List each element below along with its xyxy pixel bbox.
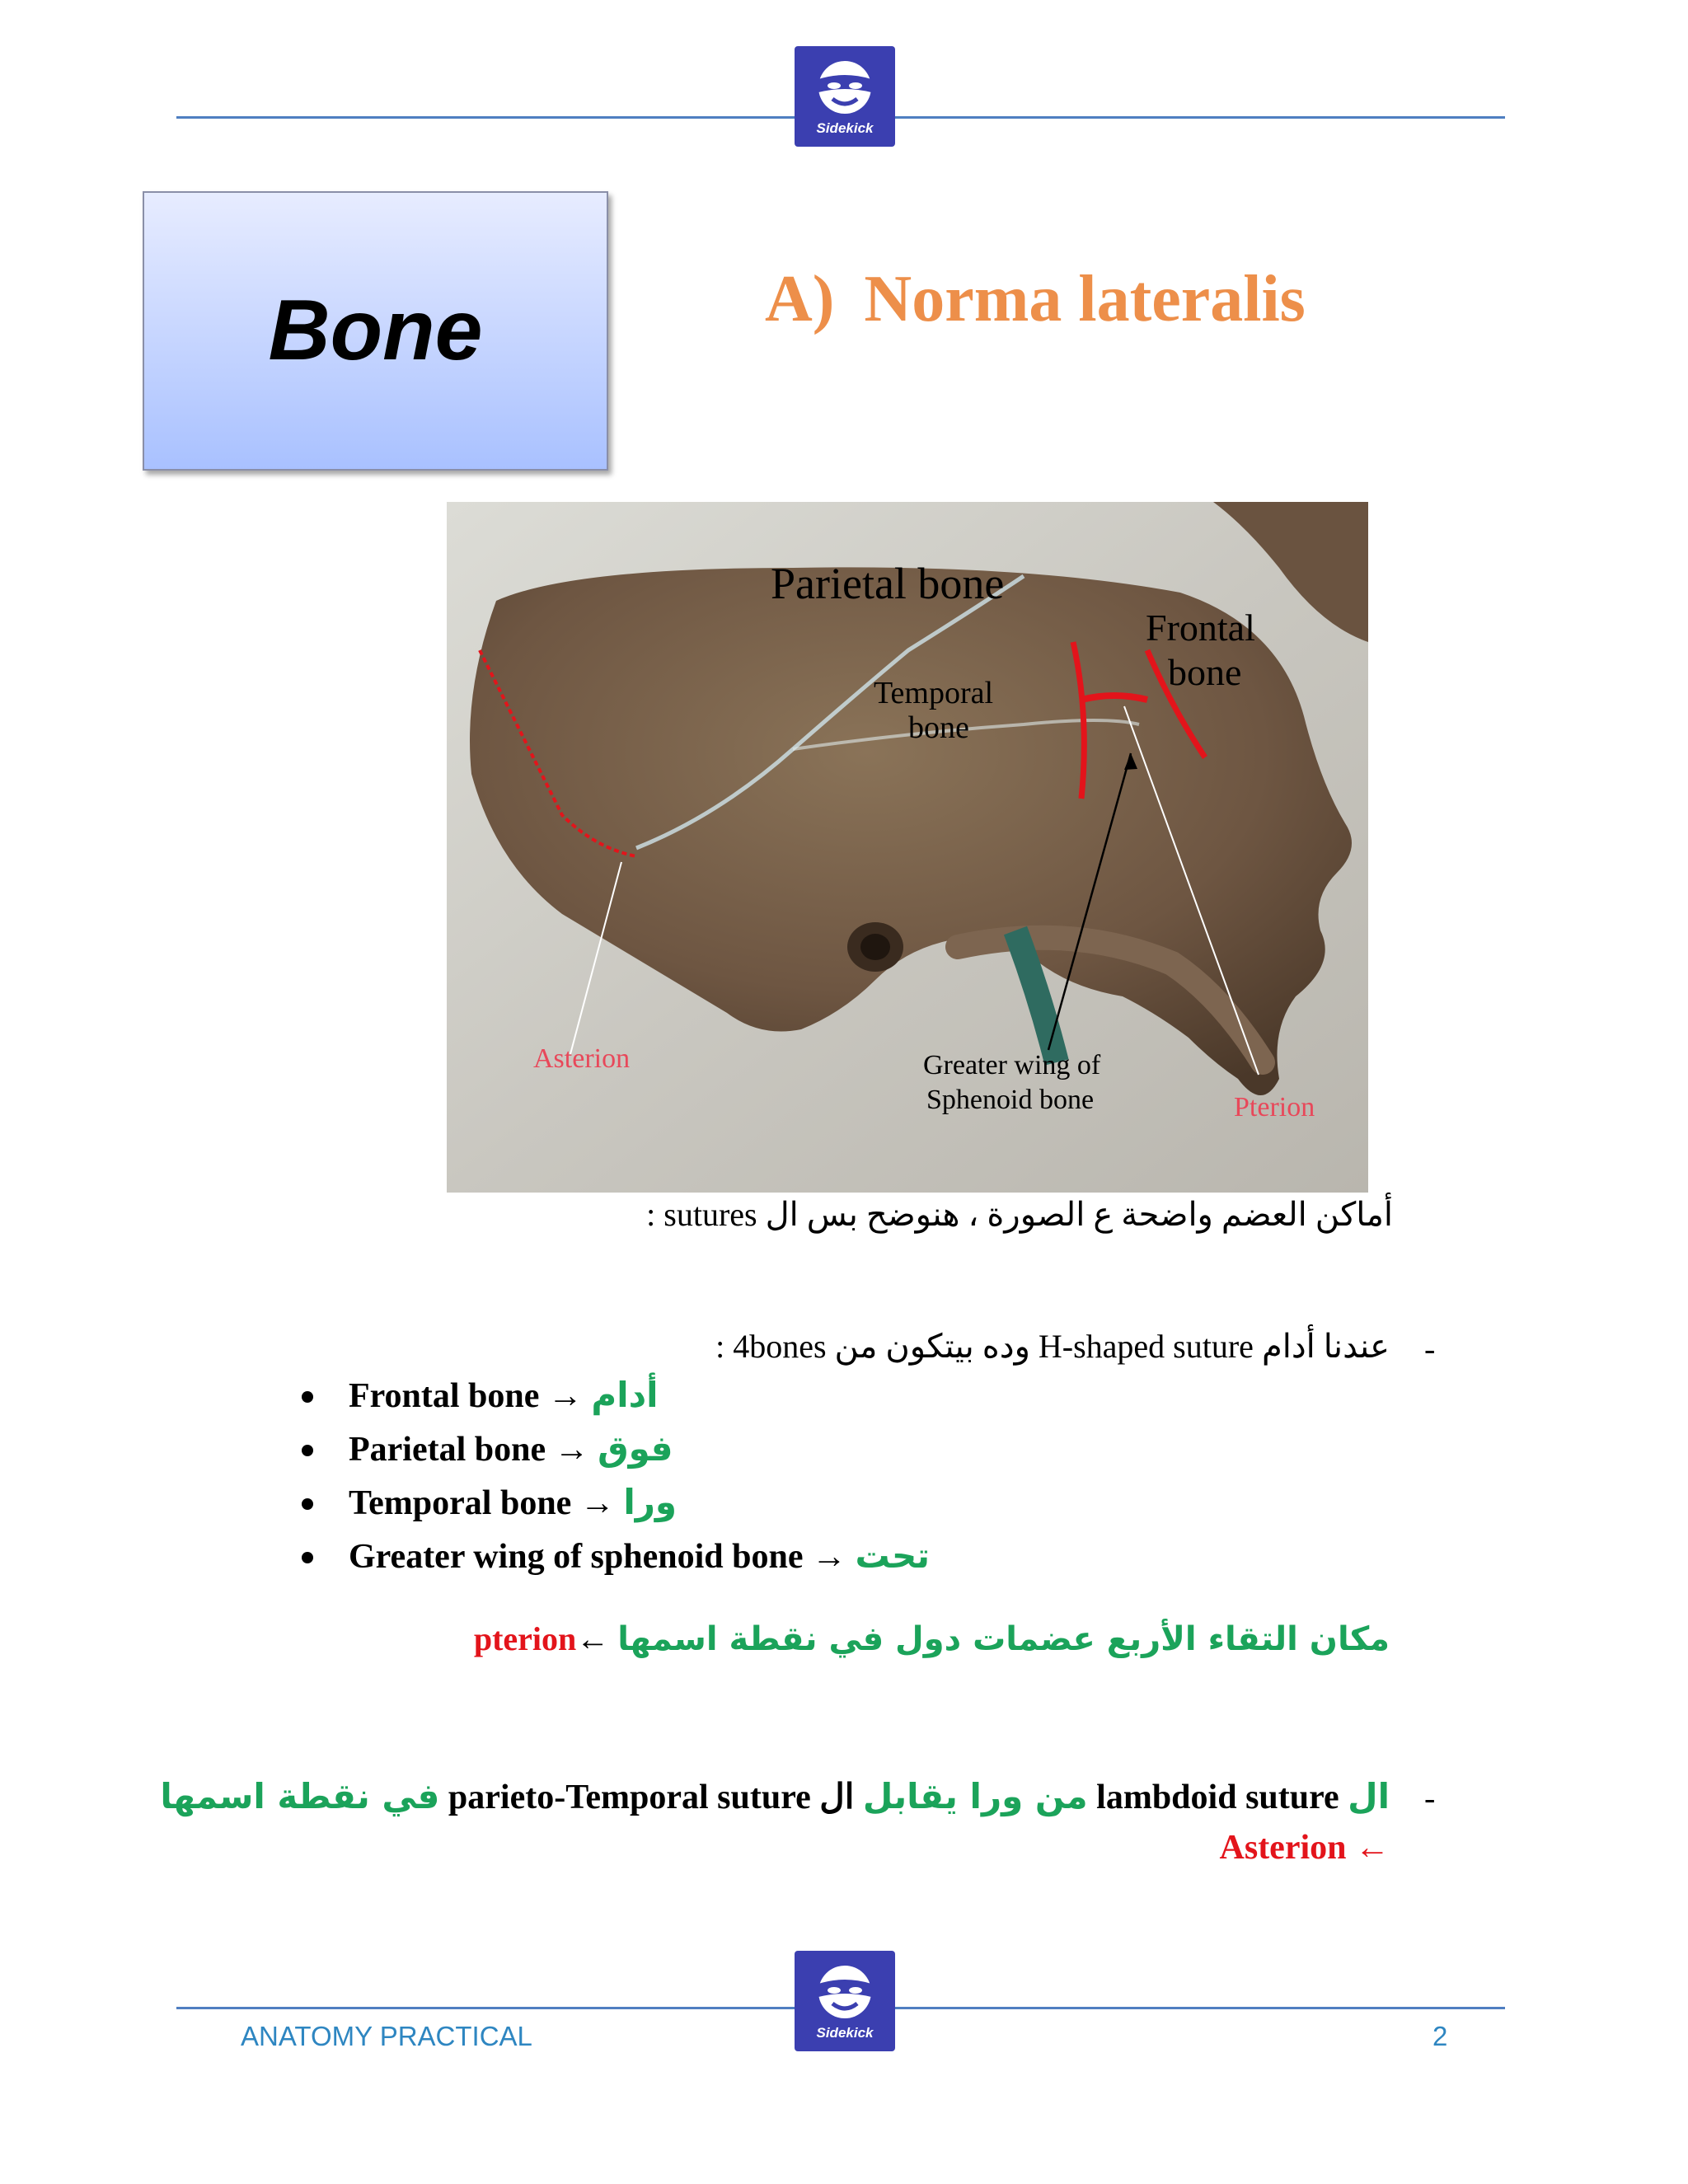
title-box bbox=[143, 191, 608, 471]
footer-logo-label: Sidekick bbox=[816, 2025, 874, 2041]
label-asterion: Asterion bbox=[533, 1043, 631, 1074]
page-number: 2 bbox=[1432, 2021, 1448, 2051]
asterion-note-lambdoid: lambdoid suture bbox=[1096, 1779, 1339, 1816]
label-greater-wing-line2: Sphenoid bone bbox=[926, 1085, 1095, 1115]
skull-figure bbox=[447, 502, 1368, 1193]
footer-rule-left bbox=[176, 2007, 795, 2009]
asterion-note-at-point: في نقطة اسمها bbox=[160, 1776, 440, 1816]
label-greater-wing-line1: Greater wing of bbox=[923, 1050, 1101, 1080]
bullet-text: Temporal bone → bbox=[349, 1484, 615, 1522]
bullet-arabic: ورا bbox=[623, 1482, 678, 1522]
bullet-dot bbox=[302, 1391, 313, 1403]
pterion-note-arabic: مكان التقاء الأربع عضمات دول في نقطة اسمها bbox=[617, 1620, 1390, 1658]
bullet-text: Frontal bone → bbox=[349, 1377, 583, 1415]
pterion-note bbox=[474, 1619, 1390, 1658]
page-heading bbox=[765, 262, 1306, 337]
label-parietal-bone: Parietal bone bbox=[771, 559, 1005, 608]
pterion-term: pterion bbox=[473, 1620, 577, 1657]
label-temporal-bone-line1: Temporal bbox=[874, 676, 994, 710]
asterion-note-behind: من ورا يقابل bbox=[862, 1776, 1088, 1816]
asterion-note-parieto: parieto-Temporal suture bbox=[448, 1779, 811, 1816]
asterion-note-line1 bbox=[160, 1776, 1390, 1817]
footer-logo bbox=[795, 1951, 895, 2051]
bullet-arabic: أدام bbox=[591, 1375, 659, 1415]
bullet-dot bbox=[302, 1498, 313, 1510]
bullet-dot bbox=[302, 1552, 313, 1563]
pterion-note-arrow: ← bbox=[576, 1620, 610, 1657]
label-frontal-bone-line2: bone bbox=[1168, 651, 1242, 693]
section1-dash: - bbox=[1424, 1330, 1436, 1367]
asterion-note-al2: ال bbox=[819, 1779, 855, 1816]
label-temporal-bone-line2: bone bbox=[908, 710, 969, 745]
list-item bbox=[297, 1482, 930, 1535]
section2-dash: - bbox=[1424, 1779, 1436, 1816]
asterion-note-arrow: ← bbox=[1355, 1829, 1390, 1867]
bullet-dot bbox=[302, 1445, 313, 1456]
title-box-label: Bone bbox=[268, 283, 483, 378]
heading-text: Norma lateralis bbox=[864, 263, 1306, 335]
header-rule-right bbox=[895, 116, 1505, 119]
header-rule-left bbox=[176, 116, 795, 119]
bullet-text: Parietal bone → bbox=[349, 1431, 589, 1469]
bullet-arabic: تحت bbox=[855, 1535, 931, 1576]
header-logo bbox=[795, 46, 895, 147]
bullet-text: Greater wing of sphenoid bone → bbox=[349, 1538, 846, 1576]
label-frontal-bone-line1: Frontal bbox=[1146, 607, 1255, 649]
asterion-note-al: ال bbox=[1348, 1776, 1390, 1816]
asterion-term: Asterion bbox=[1219, 1829, 1347, 1867]
list-item bbox=[297, 1535, 930, 1589]
bullet-arabic: فوق bbox=[598, 1428, 673, 1469]
list-item bbox=[297, 1375, 930, 1428]
section1-intro: عندنا أدام H-shaped suture وده بيتكون من 4bones : bbox=[715, 1328, 1390, 1365]
bone-list bbox=[297, 1375, 930, 1589]
heading-letter: A) bbox=[765, 263, 835, 335]
figure-caption: أماكن العضم واضحة ع الصورة ، هنوضح بس ال sutures : bbox=[646, 1196, 1393, 1233]
list-item bbox=[297, 1428, 930, 1482]
footer-rule-right bbox=[895, 2007, 1505, 2009]
label-pterion: Pterion bbox=[1234, 1092, 1315, 1122]
asterion-note-line2 bbox=[1220, 1828, 1390, 1868]
header-logo-label: Sidekick bbox=[816, 120, 874, 136]
footer-course-title: ANATOMY PRACTICAL bbox=[241, 2021, 532, 2051]
